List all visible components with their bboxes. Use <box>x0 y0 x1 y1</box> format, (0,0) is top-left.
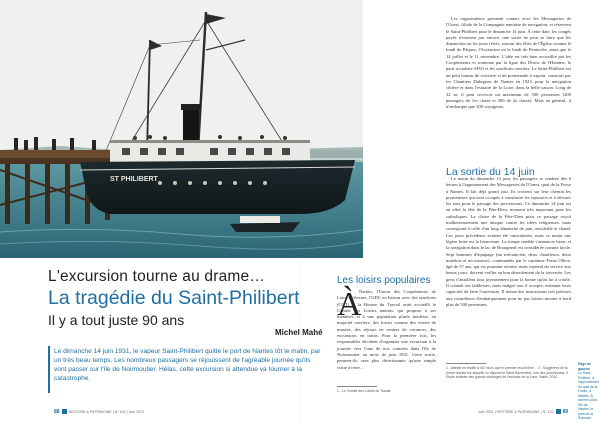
folio-square-icon <box>62 409 67 414</box>
sidebar-title: Les loisirs populaires <box>337 275 431 286</box>
footnotes-rule <box>446 363 486 364</box>
saint-philibert-photo <box>0 0 363 258</box>
article-kicker: L'excursion tourne au drame… <box>48 268 266 285</box>
article-headline: La tragédie du Saint-Philibert <box>48 287 300 309</box>
caption-text: Le Saint-Philibert, à l'appontement du quai de la Fosse, à Nantes. À l'arrière-plan, l'île de Nantes, le pont de la Rotonde. <box>578 371 600 420</box>
article-subhead: Il y a tout juste 90 ans <box>48 312 185 328</box>
sidebar-dropcap: À <box>337 286 362 323</box>
right-page-number: 89 <box>562 409 569 415</box>
sidebar-body: Nantes, l'Union des Coopérateurs de Loire-Inférieure, l'UDC en liaison avec des syndicats (CGT) et la Bourse du Travail avait accueilli le Comité des Loisirs nantais, qui propose à ses membres et à une population plutôt modeste, en majorité ouvrière, des loisirs comme des visites de musées, des séjours en centres de vacances, des excursions en trains. Pour la première fois, les responsables décident d'organiser une excursion à la journée vers l'une de nos contrées dans l'île de Noirmoutier au mois de juin 1931. Cette sortie, pensent-ils, sera plus divertissante qu'une simple visite à terre… <box>337 289 436 370</box>
folio-square-icon <box>556 409 561 414</box>
article-author: Michel Mahé <box>275 328 323 337</box>
article-lead: Le dimanche 14 juin 1931, le vapeur Saint-Philibert quitte le port de Nantes tôt le matin, par un très beau temps. Les nombreux passagers se réjouissent de l'agréable journée qu'ils vont passer sur l'île de Noirmoutier. Hélas, cette excursion si attendue va tourner à la catastrophe. <box>54 348 321 382</box>
section-title: La sortie du 14 juin <box>446 166 535 178</box>
left-page-number: 88 <box>54 409 60 415</box>
ship-name-label: ST PHILIBERT <box>110 176 158 183</box>
right-folio-label: Juin 2021 | HISTOIRE & PATRIMOINE | N° 102 <box>478 410 554 414</box>
ship-illustration <box>0 0 363 258</box>
sidebar-footnote-rule <box>337 386 377 387</box>
lead-accent-rule <box>48 346 50 393</box>
photo-caption <box>578 362 600 421</box>
right-column-intro: Les organisateurs prennent contact avec les Messageries de l'Ouest, filiale de la Compagnie nantaise de navigation, et réservent le Saint-Philibert pour le dimanche 14 juin. À cette date, les congés payés n'existent pas encore, une sortie ne peut se faire que les dimanches ou les jours fériés, surtout des fêtes de l'Église comme le lundi de Pâques, l'Ascension ou le lundi de Pentecôte, ainsi que le 14 juillet et le 11 novembre. L'idée est très bien accueillie par les Coopérateurs et soutenue par la ligue des Droits de l'Homme, le parti socialiste SFIO et les syndicats ouvriers. Le Saint-Philibert est un petit bateau de croisière et de promenade à vapeur, construit par les Chantiers Dubigeon de Nantes en 1923, pour la navigation côtière et dans l'estuaire de la Loire, dans la belle saison. Long de 32 m, il peut recevoir un maximum de 500 personnes (200 passagers de 1re classe et 300 de 2e classe). Mais en général, il n'embarque que 300 voyageurs. <box>446 16 571 110</box>
footnotes: 1 - Attesté en réalité à 467 alors que le premier recueil fixe… 2 - Suggérées de la forme réduite sur laquelle on dispose le Saint-Sacrement, lors des processions. 3 - Étude réalisée des grands naufrages de l'estuaire de la Loire, Naitis, 2010. <box>446 366 571 380</box>
left-folio-label: HISTOIRE & PATRIMOINE | N° 102 | Juin 2021 <box>68 410 145 414</box>
sidebar-footnote: 1 - Le Comité des Loisirs du Travail. <box>337 389 392 393</box>
right-column-body: Le matin du dimanche 14 juin, les passagers se rendent dès 6 heures à l'appontement des Messageries de l'Ouest, quai de la Fosse à Nantes. Il fait déjà grand jour. Ils croisent sur leur chemin les promeneurs qui sont occupés à construire les reposoirs et à décorer les rues pour le passage des processions. Ce dimanche 14 juin est en effet la fête de la Fête-Dieu, moment très important pour les catholiques. La classe de la Fête-Dieu pour ce passage reçoit malheureusement une attaque contre les idées religieuses, mais correspond à celle d'un long dimanche de juin, ensoleillé et chaud. Les jours précédents avaient été caniculaires, mais ce matin une légère brise est la bienvenue. La troupe semble s'annoncer beau, et la navigation dans le lac de Bourgneuf est considérée comme facile. Sept hommes d'équipage (un mécanicien, deux chauffeurs, deux matelots et un mousse), commandés par le capitaine Franz Ollive, âgé de 57 ans, qui est pourtant retraité, mais reprend du service aux beaux jours, doivent veiller au bon déroulement de la traversée. Les gens s'installent tous joyeusement pour la bonne qu'on lui a confié. Il connaît ses faiblesses, mais malgré tout il accepte, estimant leurs capacités de faire l'ouverture. Il donne des instructions très précises aux contrôleurs d'embarquement pour ne pas laisser monter à bord plus de 500 personnes. <box>446 176 571 307</box>
left-folio <box>54 409 144 415</box>
right-folio <box>478 409 568 415</box>
caption-title: Page de gauche <box>578 362 592 371</box>
